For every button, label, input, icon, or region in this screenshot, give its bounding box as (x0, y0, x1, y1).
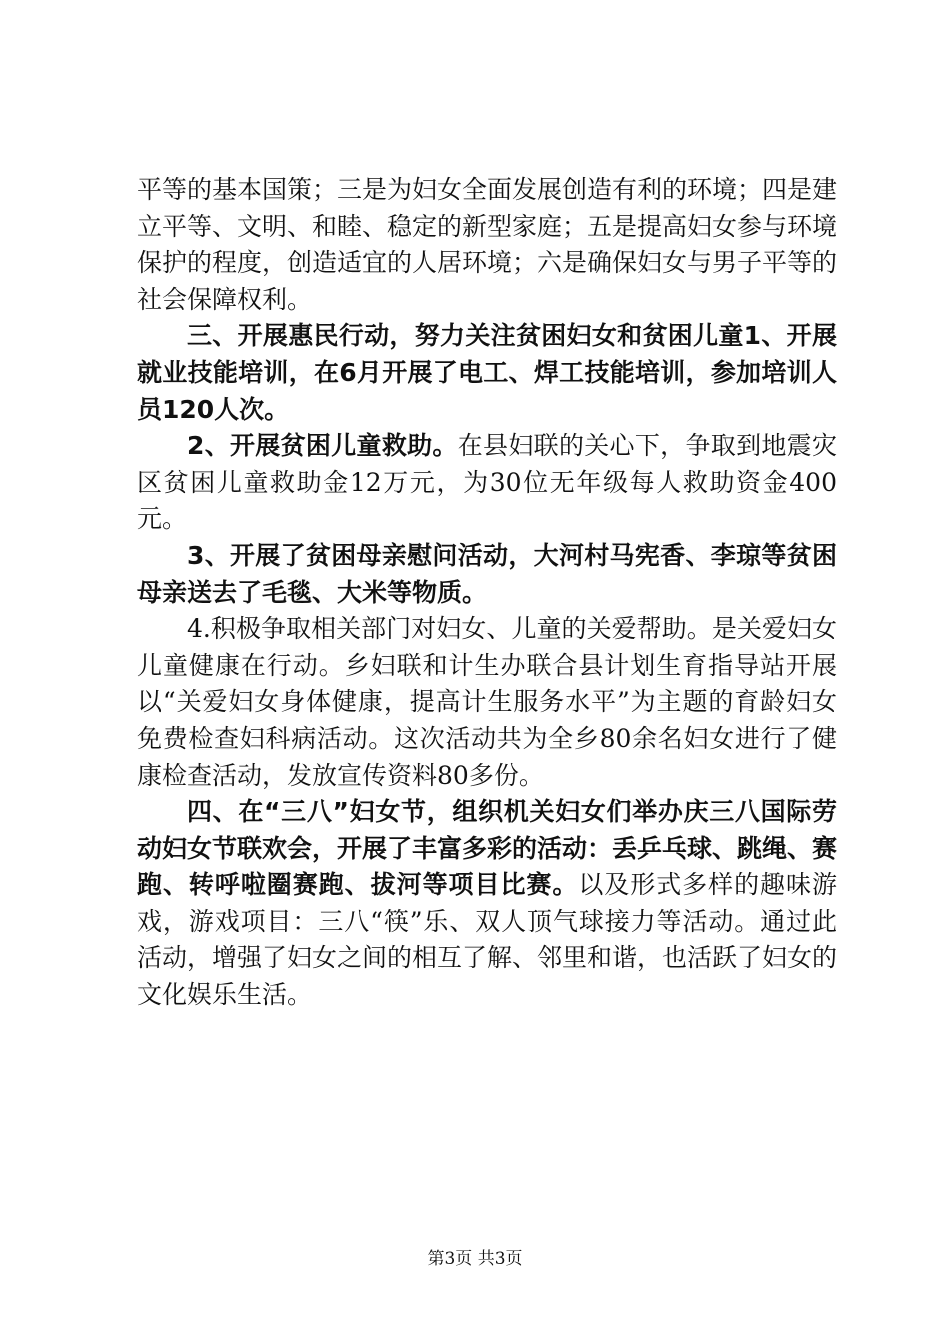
paragraph-6 (137, 794, 837, 1014)
paragraph-4-text: 3、开展了贫困母亲慰问活动，大河村马宪香、李琼等贫困母亲送去了毛毯、大米等物质。 (137, 540, 837, 607)
page-number-label: 第3页 共3页 (427, 1249, 523, 1269)
paragraph-2 (137, 318, 837, 428)
paragraph-5 (137, 611, 837, 794)
paragraph-3-text: 在县妇联的关心下，争取到地震灾区贫困儿童救助金12万元，为30位无年级每人救助资金400元。 (137, 431, 837, 534)
paragraph-1 (137, 172, 837, 318)
paragraph-4 (137, 538, 837, 611)
paragraph-3 (137, 428, 837, 538)
paragraph-6-heading: 四、在“三八”妇女节，组织机关妇女们举办庆三八国际劳动妇女节联欢会，开展了丰富多彩的活动：丢乒乓球、跳绳、赛跑、转呼啦圈赛跑、拔河等项目比赛。 (137, 797, 838, 900)
paragraph-6-text: 以及形式多样的趣味游戏，游戏项目：三八“筷”乐、双人顶气球接力等活动。通过此活动，增强了妇女之间的相互了解、邻里和谐，也活跃了妇女的文化娱乐生活。 (137, 870, 838, 1010)
paragraph-5-text: 4.积极争取相关部门对妇女、儿童的关爱帮助。是关爱妇女儿童健康在行动。乡妇联和计生办联合县计划生育指导站开展以“关爱妇女身体健康，提高计生服务水平”为主题的育龄妇女免费检查妇科病活动。这次活动共为全乡80余名妇女进行了健康检查活动，发放宣传资料80多份。 (137, 614, 837, 790)
paragraph-2-text: 三、开展惠民行动，努力关注贫困妇女和贫困儿童1、开展就业技能培训，在6月开展了电工、焊工技能培训，参加培训人员120人次。 (137, 321, 837, 424)
page-footer (0, 1244, 950, 1269)
paragraph-3-heading: 2、开展贫困儿童救助。 (187, 431, 458, 461)
paragraph-1-text: 平等的基本国策；三是为妇女全面发展创造有利的环境；四是建立平等、文明、和睦、稳定的新型家庭；五是提高妇女参与环境保护的程度，创造适宜的人居环境；六是确保妇女与男子平等的社会保障权利。 (137, 175, 838, 314)
document-body (137, 172, 837, 1014)
